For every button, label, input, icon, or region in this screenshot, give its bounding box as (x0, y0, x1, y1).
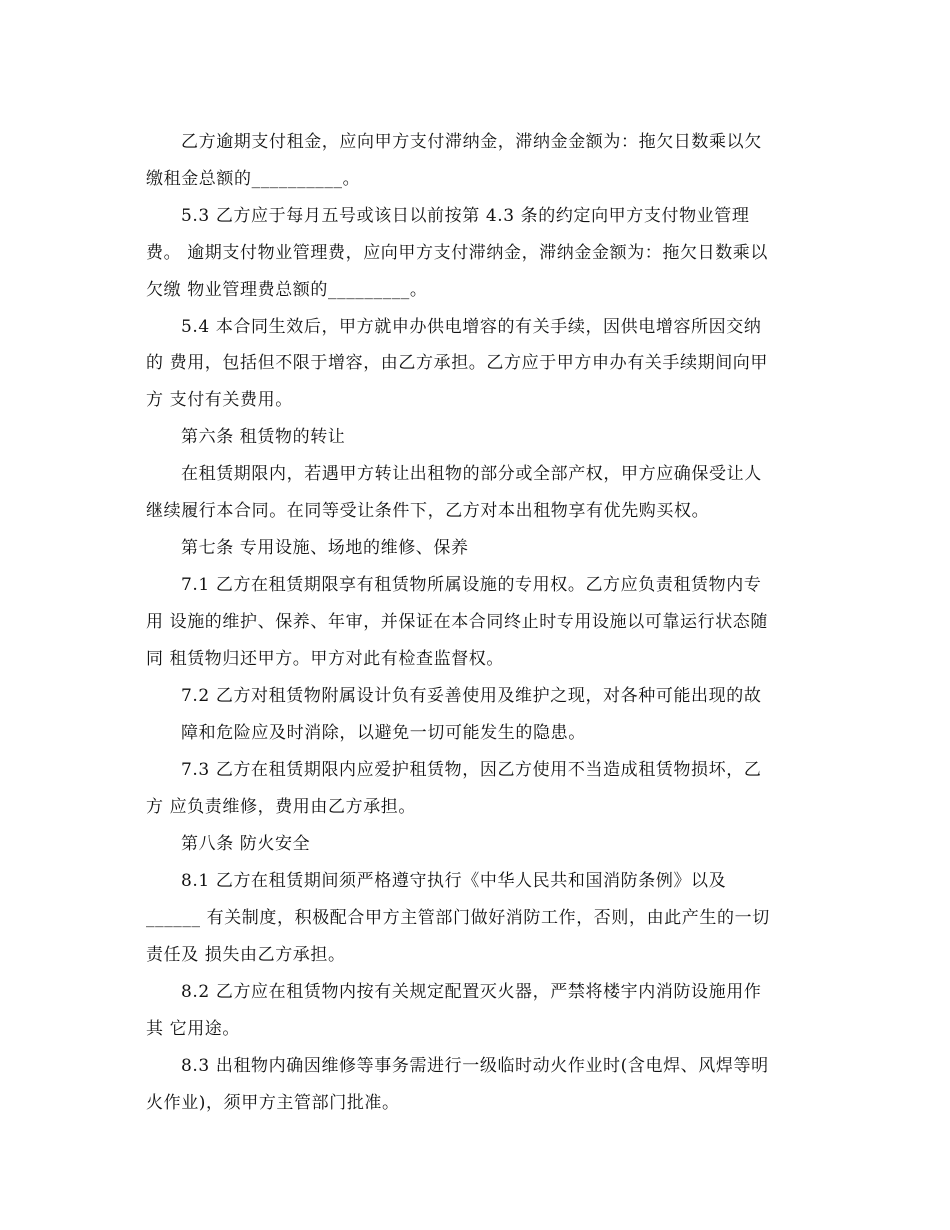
paragraph-line: 障和危险应及时消除，以避免一切可能发生的隐患。 (181, 723, 586, 743)
article-6-heading: 第六条 租赁物的转让 (181, 427, 346, 447)
paragraph-line: 欠缴 物业管理费总额的_________。 (146, 280, 428, 300)
paragraph-line: ______ 有关制度，积极配合甲方主管部门做好消防工作，否则，由此产生的一切 (146, 908, 770, 928)
paragraph-line: 继续履行本合同。在同等受让条件下，乙方对本出租物享有优先购买权。 (146, 501, 710, 521)
paragraph-line: 在租赁期限内，若遇甲方转让出租物的部分或全部产权，甲方应确保受让人 (181, 464, 762, 484)
paragraph-line: 其 它用途。 (146, 1019, 241, 1039)
clause-8-3-line: 8.3 出租物内确因维修等事务需进行一级临时动火作业时(含电焊、风焊等明 (181, 1056, 769, 1076)
paragraph-line: 费。 逾期支付物业管理费，应向甲方支付滞纳金，滞纳金金额为：拖欠日数乘以 (146, 243, 769, 263)
paragraph-line: 的 费用，包括但不限于增容，由乙方承担。乙方应于甲方申办有关手续期间向甲 (146, 353, 769, 373)
clause-8-2-line: 8.2 乙方应在租赁物内按有关规定配置灭火器，严禁将楼宇内消防设施用作 (181, 982, 762, 1002)
paragraph-line: 用 设施的维护、保养、年审，并保证在本合同终止时专用设施以可靠运行状态随 (146, 612, 769, 632)
paragraph-line: 方 支付有关费用。 (146, 390, 293, 410)
paragraph-line: 缴租金总额的__________。 (146, 169, 361, 189)
paragraph-line: 方 应负责维修，费用由乙方承担。 (146, 797, 417, 817)
clause-8-1-line: 8.1 乙方在租赁期间须严格遵守执行《中华人民共和国消防条例》以及 (181, 871, 727, 891)
paragraph-line: 同 租赁物归还甲方。甲方对此有检查监督权。 (146, 649, 505, 669)
clause-7-2-line: 7.2 乙方对租赁物附属设计负有妥善使用及维护之现，对各种可能出现的故 (181, 686, 762, 706)
paragraph-line: 责任及 损失由乙方承担。 (146, 945, 346, 965)
clause-7-3-line: 7.3 乙方在租赁期限内应爱护租赁物，因乙方使用不当造成租赁物损坏，乙 (181, 760, 762, 780)
clause-5-4-line: 5.4 本合同生效后，甲方就申办供电增容的有关手续，因供电增容所因交纳 (181, 317, 762, 337)
clause-7-1-line: 7.1 乙方在租赁期限享有租赁物所属设施的专用权。乙方应负责租赁物内专 (181, 575, 762, 595)
clause-5-3-line: 5.3 乙方应于每月五号或该日以前按第 4.3 条的约定向甲方支付物业管理 (181, 206, 750, 226)
paragraph-line: 火作业)，须甲方主管部门批准。 (146, 1093, 400, 1113)
article-7-heading: 第七条 专用设施、场地的维修、保养 (181, 538, 469, 558)
paragraph-line: 乙方逾期支付租金，应向甲方支付滞纳金，滞纳金金额为：拖欠日数乘以欠 (181, 132, 762, 152)
article-8-heading: 第八条 防火安全 (181, 834, 311, 854)
